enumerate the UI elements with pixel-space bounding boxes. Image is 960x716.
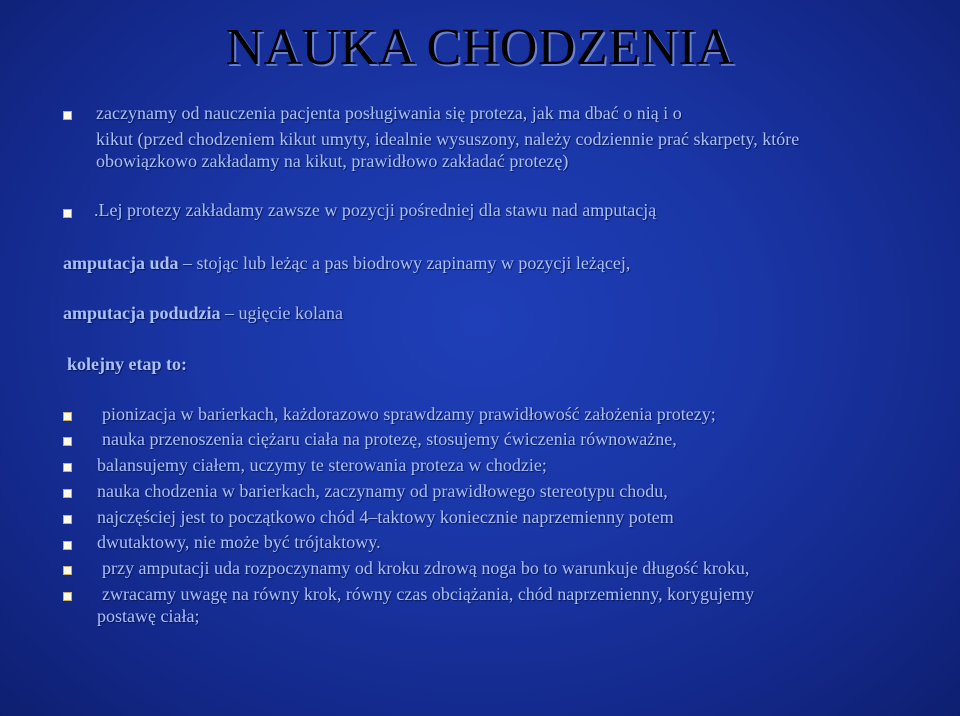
bullet-icon (63, 592, 72, 601)
bullet-icon (63, 489, 72, 498)
next-stage-heading: kolejny etap to: (67, 354, 187, 374)
bullet-icon (63, 209, 72, 218)
bullet-icon (63, 412, 72, 421)
bullet-icon (63, 566, 72, 575)
last-line: postawę ciała; (97, 606, 200, 626)
amputacja-podudzia-line (63, 303, 343, 324)
amputacja-podudzia-text: – ugięcie kolana (220, 303, 343, 323)
amputacja-uda-line (63, 253, 630, 274)
bullet-icon (63, 463, 72, 472)
step-item: zwracamy uwagę na równy krok, równy czas obciążania, chód naprzemienny, korygujemy (102, 584, 755, 604)
step-item: balansujemy ciałem, uczymy te sterowania proteza w chodzie; (97, 455, 547, 475)
amputacja-podudzia-label: amputacja podudzia (63, 303, 221, 323)
step-item: najczęściej jest to początkowo chód 4–taktowy koniecznie naprzemienny potem (97, 507, 674, 527)
intro-line-3: obowiązkowo zakładamy na kikut, prawidłowo zakładać protezę) (96, 151, 569, 171)
intro-line-1: zaczynamy od nauczenia pacjenta posługiwania się proteza, jak ma dbać o nią i o (96, 103, 682, 123)
step-item: pionizacja w barierkach, każdorazowo sprawdzamy prawidłowość założenia protezy; (102, 404, 716, 424)
step-item: nauka przenoszenia ciężaru ciała na protezę, stosujemy ćwiczenia równoważne, (102, 429, 677, 449)
amputacja-uda-text: – stojąc lub leżąc a pas biodrowy zapinamy w pozycji leżącej, (178, 253, 631, 273)
bullet-icon (63, 437, 72, 446)
amputacja-uda-label: amputacja uda (63, 253, 179, 273)
bullet-icon (63, 111, 72, 120)
lej-line: .Lej protezy zakładamy zawsze w pozycji pośredniej dla stawu nad amputacją (94, 200, 657, 220)
step-item: nauka chodzenia w barierkach, zaczynamy od prawidłowego stereotypu chodu, (97, 481, 668, 501)
intro-line-2: kikut (przed chodzeniem kikut umyty, idealnie wysuszony, należy codziennie prać skarpety, które (96, 129, 800, 149)
step-item: dwutaktowy, nie może być trójtaktowy. (97, 532, 381, 552)
bullet-icon (63, 515, 72, 524)
step-item: przy amputacji uda rozpoczynamy od kroku zdrową noga bo to warunkuje długość kroku, (102, 558, 750, 578)
bullet-icon (63, 541, 72, 550)
slide-title: NAUKA CHODZENIA (225, 19, 735, 76)
